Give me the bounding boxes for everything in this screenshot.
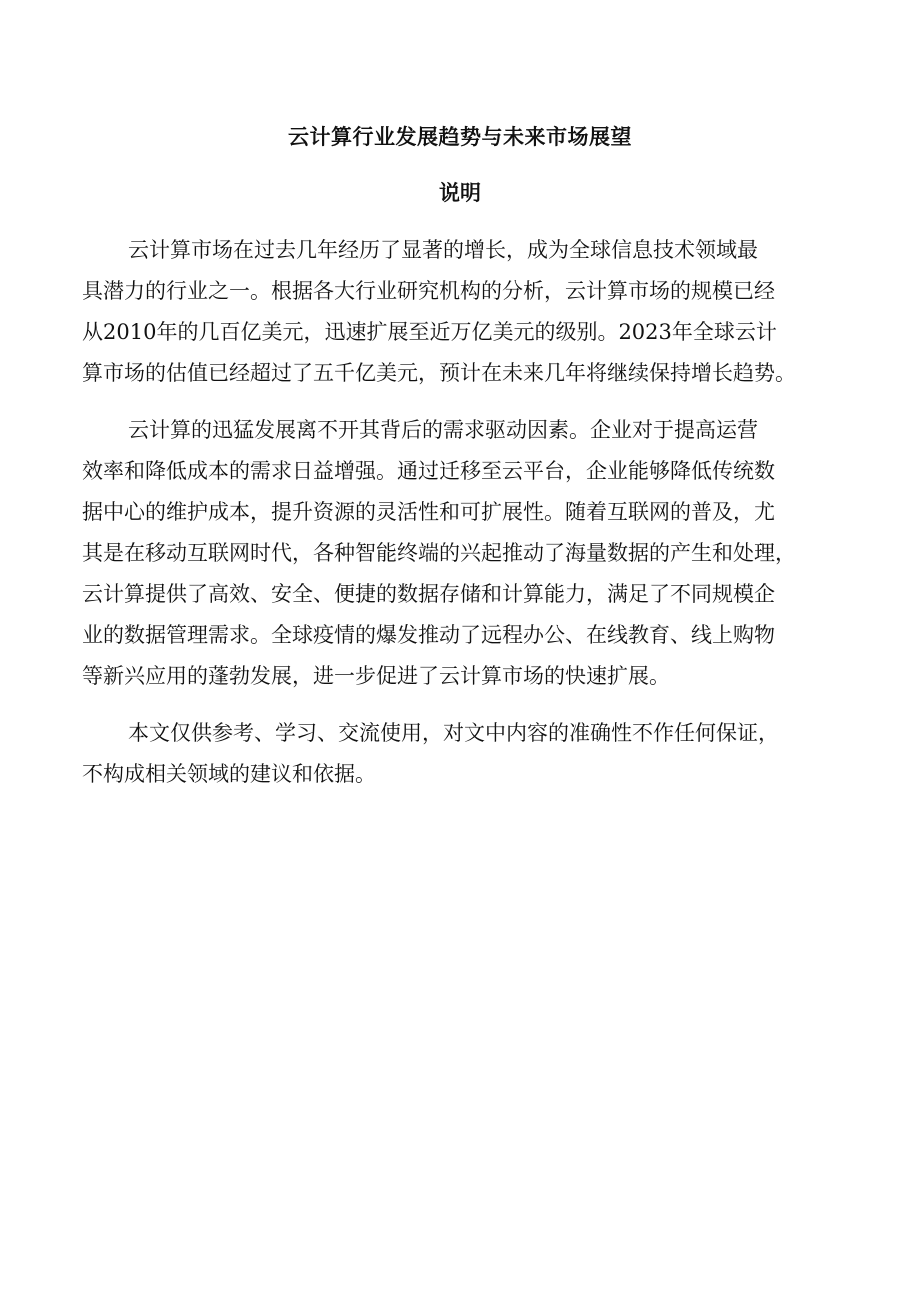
section-heading: 说明 xyxy=(439,180,481,205)
paragraph-line: 算市场的估值已经超过了五千亿美元，预计在未来几年将继续保持增长趋势。 xyxy=(82,361,796,385)
paragraph-line: 其是在移动互联网时代，各种智能终端的兴起推动了海量数据的产生和处理， xyxy=(82,541,796,565)
paragraph-line: 效率和降低成本的需求日益增强。通过迁移至云平台，企业能够降低传统数 xyxy=(82,459,775,483)
paragraph-2 xyxy=(82,410,842,697)
document-body xyxy=(82,230,842,811)
paragraph-3 xyxy=(82,713,842,795)
paragraph-line: 云计算提供了高效、安全、便捷的数据存储和计算能力，满足了不同规模企 xyxy=(82,582,775,606)
paragraph-line: 云计算的迅猛发展离不开其背后的需求驱动因素。企业对于提高运营 xyxy=(128,418,758,442)
paragraph-line: 具潜力的行业之一。根据各大行业研究机构的分析，云计算市场的规模已经 xyxy=(82,279,775,303)
document-title: 云计算行业发展趋势与未来市场展望 xyxy=(288,124,632,149)
paragraph-line: 本文仅供参考、学习、交流使用，对文中内容的准确性不作任何保证， xyxy=(128,721,779,745)
paragraph-line: 据中心的维护成本，提升资源的灵活性和可扩展性。随着互联网的普及，尤 xyxy=(82,500,775,524)
paragraph-line: 云计算市场在过去几年经历了显著的增长，成为全球信息技术领域最 xyxy=(128,238,758,262)
paragraph-line: 业的数据管理需求。全球疫情的爆发推动了远程办公、在线教育、线上购物 xyxy=(82,623,775,647)
paragraph-line: 从2010年的几百亿美元，迅速扩展至近万亿美元的级别。2023年全球云计 xyxy=(82,320,777,344)
paragraph-1 xyxy=(82,230,842,394)
paragraph-line: 不构成相关领域的建议和依据。 xyxy=(82,762,376,786)
paragraph-line: 等新兴应用的蓬勃发展，进一步促进了云计算市场的快速扩展。 xyxy=(82,664,670,688)
